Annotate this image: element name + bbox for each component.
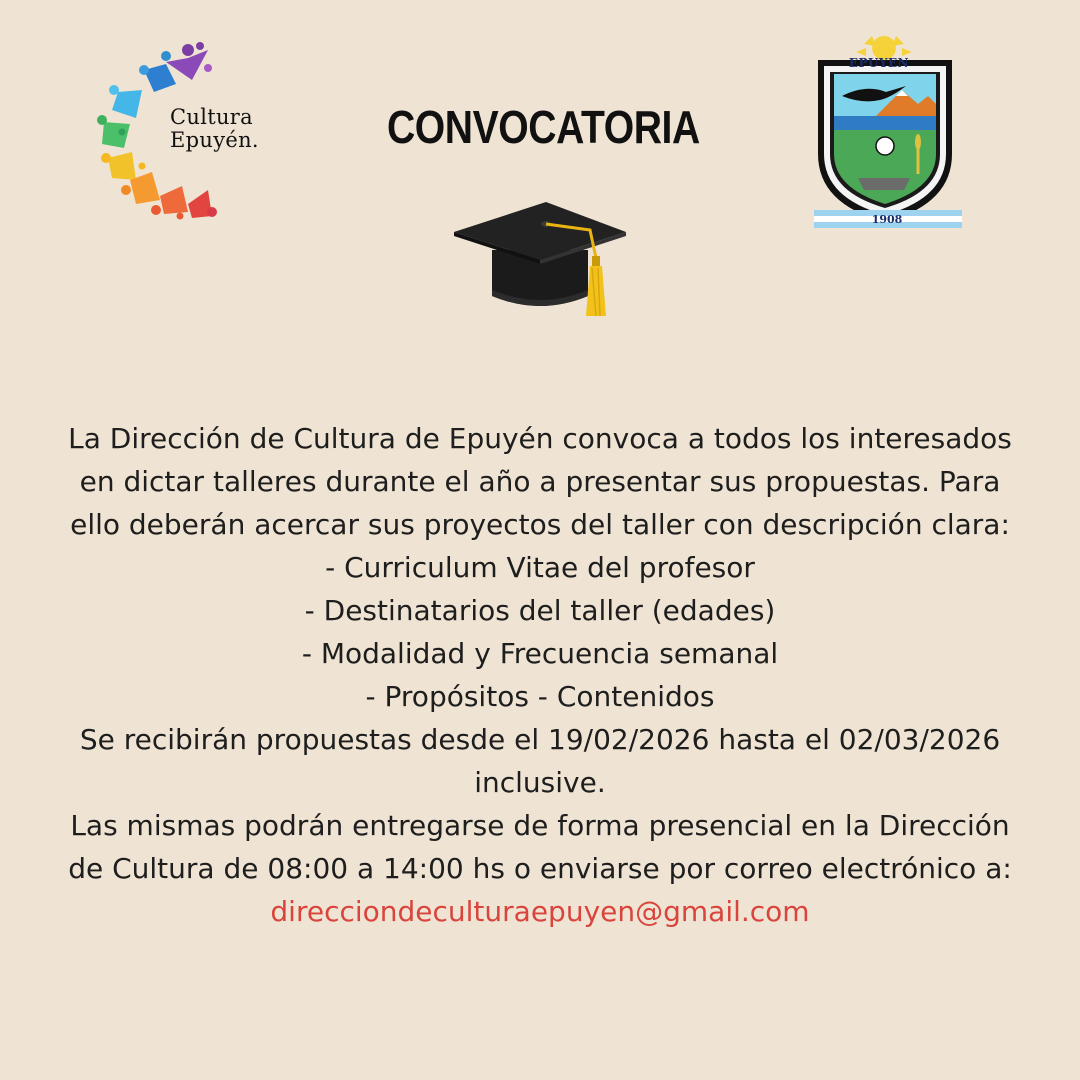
email-link[interactable]: direcciondeculturaepuyen@gmail.com bbox=[270, 895, 810, 928]
body-line: Las mismas podrán entregarse de forma presencial en la Dirección bbox=[70, 809, 1010, 842]
requirement-item: - Propósitos - Contenidos bbox=[365, 680, 715, 713]
seal-year: 1908 bbox=[871, 213, 903, 226]
requirement-item: - Modalidad y Frecuencia semanal bbox=[301, 637, 779, 670]
requirement-item: - Curriculum Vitae del profesor bbox=[325, 551, 755, 584]
logo-text-line-1: Cultura bbox=[170, 105, 253, 129]
requirement-item: - Destinatarios del taller (edades) bbox=[304, 594, 776, 627]
body-line: inclusive. bbox=[474, 766, 606, 799]
cultura-epuyen-logo bbox=[96, 40, 316, 220]
graduation-cap-icon bbox=[450, 198, 630, 320]
date-range-line: Se recibirán propuestas desde el 19/02/2026 hasta el 02/03/2026 bbox=[79, 723, 1001, 756]
seal-name: EPUYEN bbox=[848, 56, 910, 70]
logo-text bbox=[170, 106, 259, 152]
logo-text-line-2: Epuyén. bbox=[170, 128, 259, 152]
epuyen-coat-of-arms-icon bbox=[806, 34, 964, 234]
page-title: CONVOCATORIA bbox=[387, 101, 700, 153]
body-line: La Dirección de Cultura de Epuyén convoca a todos los interesados bbox=[68, 422, 1012, 455]
announcement-body bbox=[20, 417, 1060, 933]
body-line: de Cultura de 08:00 a 14:00 hs o enviarse por correo electrónico a: bbox=[68, 852, 1012, 885]
body-line: en dictar talleres durante el año a presentar sus propuestas. Para bbox=[79, 465, 1001, 498]
body-line: ello deberán acercar sus proyectos del taller con descripción clara: bbox=[70, 508, 1010, 541]
